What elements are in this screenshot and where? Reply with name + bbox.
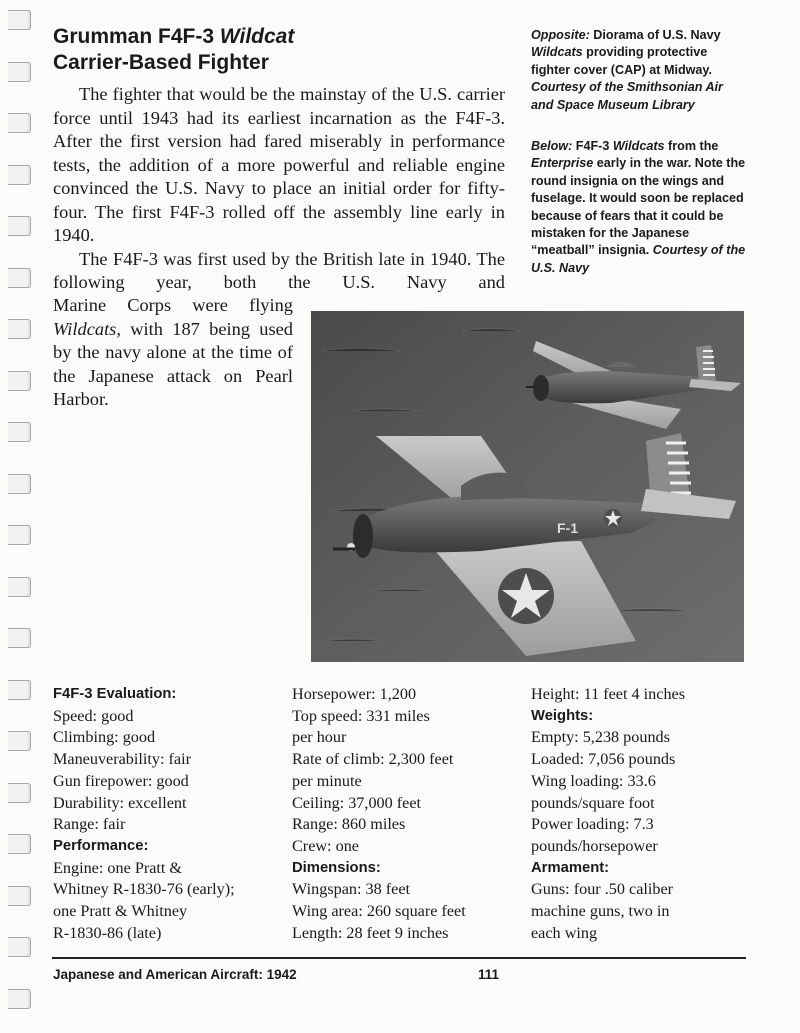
caption-opposite: Opposite: Diorama of U.S. Navy Wildcats providing protective fighter cover (CAP) at Midway. Courtesy of the Smithsonian Air and Space Museum Library bbox=[531, 28, 723, 112]
binding-hole bbox=[8, 886, 31, 906]
spec-line: pounds/square foot bbox=[531, 793, 655, 812]
binding-hole bbox=[8, 371, 31, 391]
paragraph-2: The F4F-3 was first used by the British late in 1940. The following year, both the U.S. Navy and bbox=[53, 248, 505, 292]
binding-hole bbox=[8, 165, 31, 185]
footer-book-title: Japanese and American Aircraft: 1942 bbox=[53, 967, 297, 982]
body-text bbox=[53, 83, 505, 295]
binding-hole bbox=[8, 10, 31, 30]
binding-hole bbox=[8, 783, 31, 803]
spec-line: Whitney R-1830-76 (early); bbox=[53, 880, 235, 899]
spec-line: Crew: one bbox=[292, 836, 359, 855]
spec-line: Durability: excellent bbox=[53, 793, 187, 812]
spec-line: Maneuverability: fair bbox=[53, 750, 191, 769]
footer-rule bbox=[52, 957, 746, 959]
spec-heading: Dimensions: bbox=[292, 859, 381, 876]
spec-line: Climbing: good bbox=[53, 728, 156, 747]
spec-column-3 bbox=[531, 684, 685, 944]
spec-line: Empty: 5,238 pounds bbox=[531, 728, 670, 747]
spec-line: Guns: four .50 caliber bbox=[531, 880, 674, 899]
spec-line: Wingspan: 38 feet bbox=[292, 880, 411, 899]
page-number: 111 bbox=[478, 967, 500, 982]
spec-heading: Armament: bbox=[531, 859, 610, 876]
binding-hole bbox=[8, 113, 31, 133]
spec-line: Range: 860 miles bbox=[292, 815, 406, 834]
binding-hole bbox=[8, 525, 31, 545]
wildcat-photo bbox=[311, 311, 744, 662]
spec-line: Gun firepower: good bbox=[53, 771, 189, 790]
binding-hole bbox=[8, 937, 31, 957]
binding-hole bbox=[8, 268, 31, 288]
spec-line: Loaded: 7,056 pounds bbox=[531, 750, 676, 769]
spec-line: Rate of climb: 2,300 feet bbox=[292, 750, 454, 769]
spec-heading: Weights: bbox=[531, 707, 594, 724]
binding-hole bbox=[8, 62, 31, 82]
spec-column-1 bbox=[53, 684, 235, 944]
spiral-binding bbox=[0, 0, 42, 1033]
spec-heading: F4F-3 Evaluation: bbox=[53, 686, 177, 702]
spec-line: machine guns, two in bbox=[531, 902, 670, 921]
page-title: Grumman F4F-3 Wildcat Carrier-Based Fighter bbox=[53, 25, 295, 74]
binding-hole bbox=[8, 577, 31, 597]
binding-hole bbox=[8, 989, 31, 1009]
paragraph-2-continued: Marine Corps were flying Wildcats, with 187 being used by the navy alone at the time of the Japanese attack on Pearl Harbor. bbox=[53, 295, 293, 409]
spec-line: Horsepower: 1,200 bbox=[292, 685, 417, 703]
spec-line: per hour bbox=[292, 728, 347, 747]
binding-hole bbox=[8, 731, 31, 751]
binding-hole bbox=[8, 834, 31, 854]
spec-line: each wing bbox=[531, 923, 598, 942]
spec-line: Ceiling: 37,000 feet bbox=[292, 793, 422, 812]
spec-line: Engine: one Pratt & bbox=[53, 858, 183, 877]
spec-line: Top speed: 331 miles bbox=[292, 706, 430, 725]
binding-hole bbox=[8, 422, 31, 442]
binding-hole bbox=[8, 474, 31, 494]
binding-hole bbox=[8, 216, 31, 236]
spec-line: Power loading: 7.3 bbox=[531, 815, 654, 834]
spec-line: per minute bbox=[292, 771, 362, 790]
spec-line: Range: fair bbox=[53, 815, 126, 834]
spec-line: Wing area: 260 square feet bbox=[292, 902, 466, 921]
spec-line: Wing loading: 33.6 bbox=[531, 771, 656, 790]
spec-line: R-1830-86 (late) bbox=[53, 923, 162, 942]
spec-line: Height: 11 feet 4 inches bbox=[531, 685, 686, 703]
paragraph-1: The fighter that would be the mainstay of the U.S. carrier force until 1943 had its earliest incarnation as the F4F-3. After the first version had fared miserably in performance tests, the addition of a more powerful and reliable engine convinced the U.S. Navy to place an initial order for fifty-four. The first F4F-3 rolled off the assembly line early in 1940. bbox=[53, 84, 505, 245]
spec-line: Speed: good bbox=[53, 706, 134, 725]
caption-below: Below: F4F-3 Wildcats from the Enterprise early in the war. Note the round insignia on the wings and fuselage. It would soon be replaced because of fears that it could be mistaken for the Japanese “meatball” insignia. Courtesy of the U.S. Navy bbox=[531, 139, 746, 275]
spec-line: one Pratt & Whitney bbox=[53, 902, 188, 921]
binding-hole bbox=[8, 319, 31, 339]
spec-column-2 bbox=[292, 684, 466, 944]
spec-heading: Performance: bbox=[53, 837, 149, 854]
fuselage-code: F-1 bbox=[557, 520, 578, 536]
binding-hole bbox=[8, 680, 31, 700]
binding-hole bbox=[8, 628, 31, 648]
spec-line: Length: 28 feet 9 inches bbox=[292, 923, 449, 942]
spec-line: pounds/horsepower bbox=[531, 836, 658, 855]
